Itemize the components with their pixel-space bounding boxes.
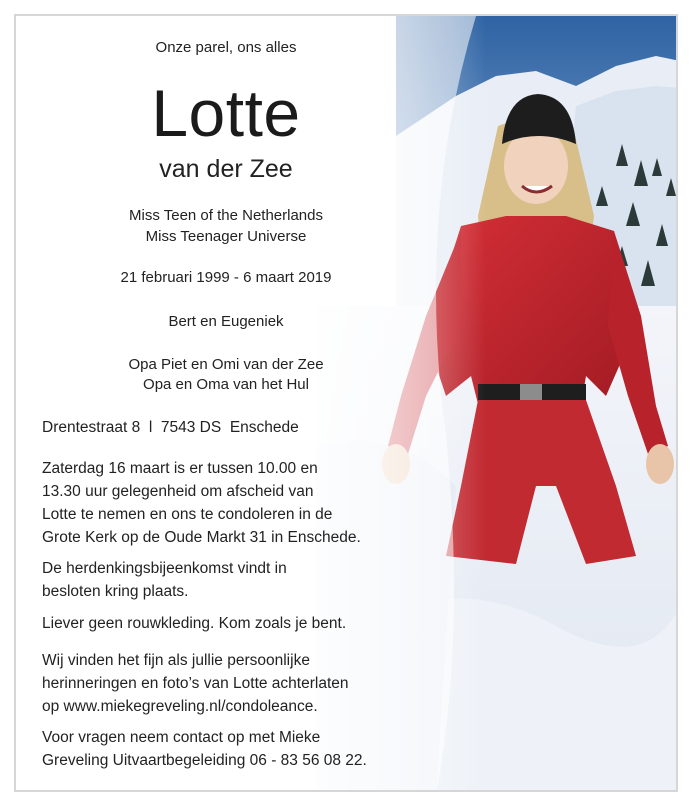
first-name: Lotte xyxy=(151,76,301,150)
memorial-paragraph xyxy=(42,557,412,603)
contact-line: Greveling Uitvaartbegeleiding 06 - 83 56 08 22. xyxy=(42,752,367,769)
grandparents-line-2: Opa en Oma van het Hul xyxy=(143,376,309,393)
title-1: Miss Teen of the Netherlands xyxy=(129,207,323,224)
parents-line: Bert en Eugeniek xyxy=(168,313,284,330)
attire-paragraph xyxy=(42,612,412,635)
farewell-line: 13.30 uur gelegenheid om afscheid van xyxy=(42,483,314,500)
memories-line: Wij vinden het fijn als jullie persoonlijke xyxy=(42,652,310,669)
notice-text xyxy=(16,16,678,792)
address-line: Drentestraat 8 l 7543 DS Enschede xyxy=(42,419,299,436)
title-2: Miss Teenager Universe xyxy=(145,228,307,245)
memorial-line: besloten kring plaats. xyxy=(42,583,189,600)
contact-paragraph xyxy=(42,726,412,772)
memories-line: op www.miekegreveling.nl/condoleance. xyxy=(42,698,318,715)
farewell-line: Lotte te nemen en ons te condoleren in de xyxy=(42,506,333,523)
memorial-line: De herdenkingsbijeenkomst vindt in xyxy=(42,560,287,577)
grandparents-line-1: Opa Piet en Omi van der Zee xyxy=(128,356,324,373)
farewell-line: Grote Kerk op de Oude Markt 31 in Enschede. xyxy=(42,529,361,546)
farewell-line: Zaterdag 16 maart is er tussen 10.00 en xyxy=(42,460,318,477)
memories-paragraph xyxy=(42,649,412,718)
intro-line: Onze parel, ons alles xyxy=(155,39,297,56)
farewell-paragraph xyxy=(42,457,412,549)
obituary-card xyxy=(14,14,678,792)
contact-line: Voor vragen neem contact op met Mieke xyxy=(42,729,321,746)
attire-line: Liever geen rouwkleding. Kom zoals je bent. xyxy=(42,615,347,632)
last-name: van der Zee xyxy=(159,155,293,183)
memories-line: herinneringen en foto’s van Lotte achterlaten xyxy=(42,675,349,692)
address-block xyxy=(42,416,412,439)
life-dates: 21 februari 1999 - 6 maart 2019 xyxy=(120,269,332,286)
